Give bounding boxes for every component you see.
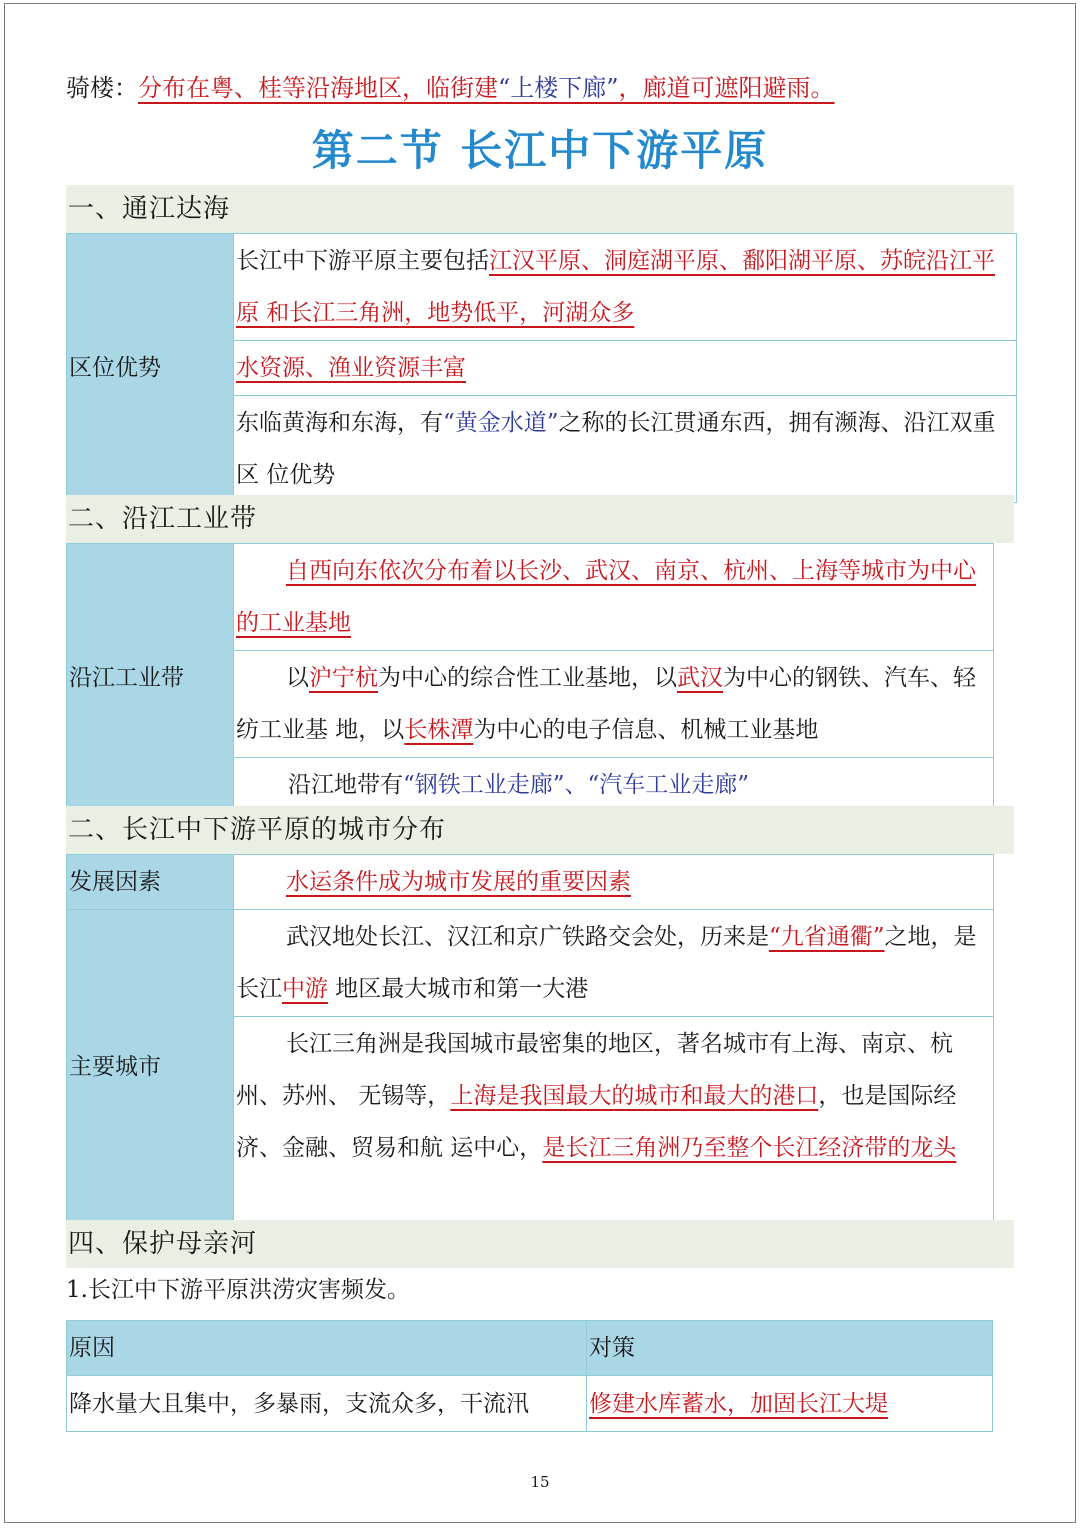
flood-paragraph: 1.长江中下游平原洪涝灾害频发。 — [66, 1277, 410, 1303]
section-heading-4: 四、保护母亲河 — [66, 1220, 1014, 1268]
qilou-red-text-2: ，廊道可遮阳避雨。 — [618, 74, 835, 102]
table-cell: 水运条件成为城市发展的重要因素 — [234, 855, 994, 910]
qilou-blue-text: “上楼下廊” — [498, 74, 619, 102]
table-cell: 东临黄海和东海，有“黄金水道”之称的长江贯通东西，拥有濒海、沿江双重区 位优势 — [234, 396, 1017, 503]
section-heading-2: 二、沿江工业带 — [66, 495, 1014, 543]
column-header-measure: 对策 — [587, 1321, 993, 1376]
row-label-industry: 沿江工业带 — [67, 544, 234, 813]
page-number: 15 — [530, 1473, 550, 1491]
table-cell: 以沪宁杭为中心的综合性工业基地，以武汉为中心的钢铁、汽车、轻纺工业基 地，以长株潭为中心的电子信息、机械工业基地 — [234, 651, 994, 758]
row-label-cities: 主要城市 — [67, 910, 234, 1225]
table-location — [66, 233, 1017, 503]
table-industry — [66, 543, 994, 813]
section-heading-1: 一、通江达海 — [66, 185, 1014, 233]
qilou-red-text: 分布在粤、桂等沿海地区，临街建 — [138, 74, 498, 102]
table-cell: 水资源、渔业资源丰富 — [234, 341, 1017, 396]
table-cell: 自西向东依次分布着以长沙、武汉、南京、杭州、上海等城市为中心的工业基地 — [234, 544, 994, 651]
table-cell: 沿江地带有“钢铁工业走廊”、“汽车工业走廊” — [234, 758, 994, 813]
measure-cell: 修建水库蓄水，加固长江大堤 — [587, 1376, 993, 1432]
table-flood — [66, 1320, 993, 1432]
row-label-factors: 发展因素 — [67, 855, 234, 910]
column-header-cause: 原因 — [67, 1321, 587, 1376]
table-cell: 长江中下游平原主要包括江汉平原、洞庭湖平原、鄱阳湖平原、苏皖沿江平原 和长江三角洲，地势低平，河湖众多 — [234, 234, 1017, 341]
qilou-line — [66, 70, 835, 106]
table-cell: 武汉地处长江、汉江和京广铁路交会处，历来是“九省通衢”之地，是长江中游 地区最大城市和第一大港 — [234, 910, 994, 1017]
qilou-label: 骑楼： — [66, 74, 138, 102]
section-heading-3: 二、长江中下游平原的城市分布 — [66, 806, 1014, 854]
table-cities — [66, 854, 994, 1225]
row-label-location: 区位优势 — [67, 234, 234, 503]
table-cell: 长江三角洲是我国城市最密集的地区，著名城市有上海、南京、杭州、苏州、 无锡等，上海是我国最大的城市和最大的港口，也是国际经济、金融、贸易和航 运中心，是长江三角洲乃至整个长江经济带的龙头 — [234, 1017, 994, 1225]
page-title: 第二节 长江中下游平原 — [311, 126, 769, 175]
cause-cell: 降水量大且集中，多暴雨，支流众多，干流汛 — [67, 1376, 587, 1432]
